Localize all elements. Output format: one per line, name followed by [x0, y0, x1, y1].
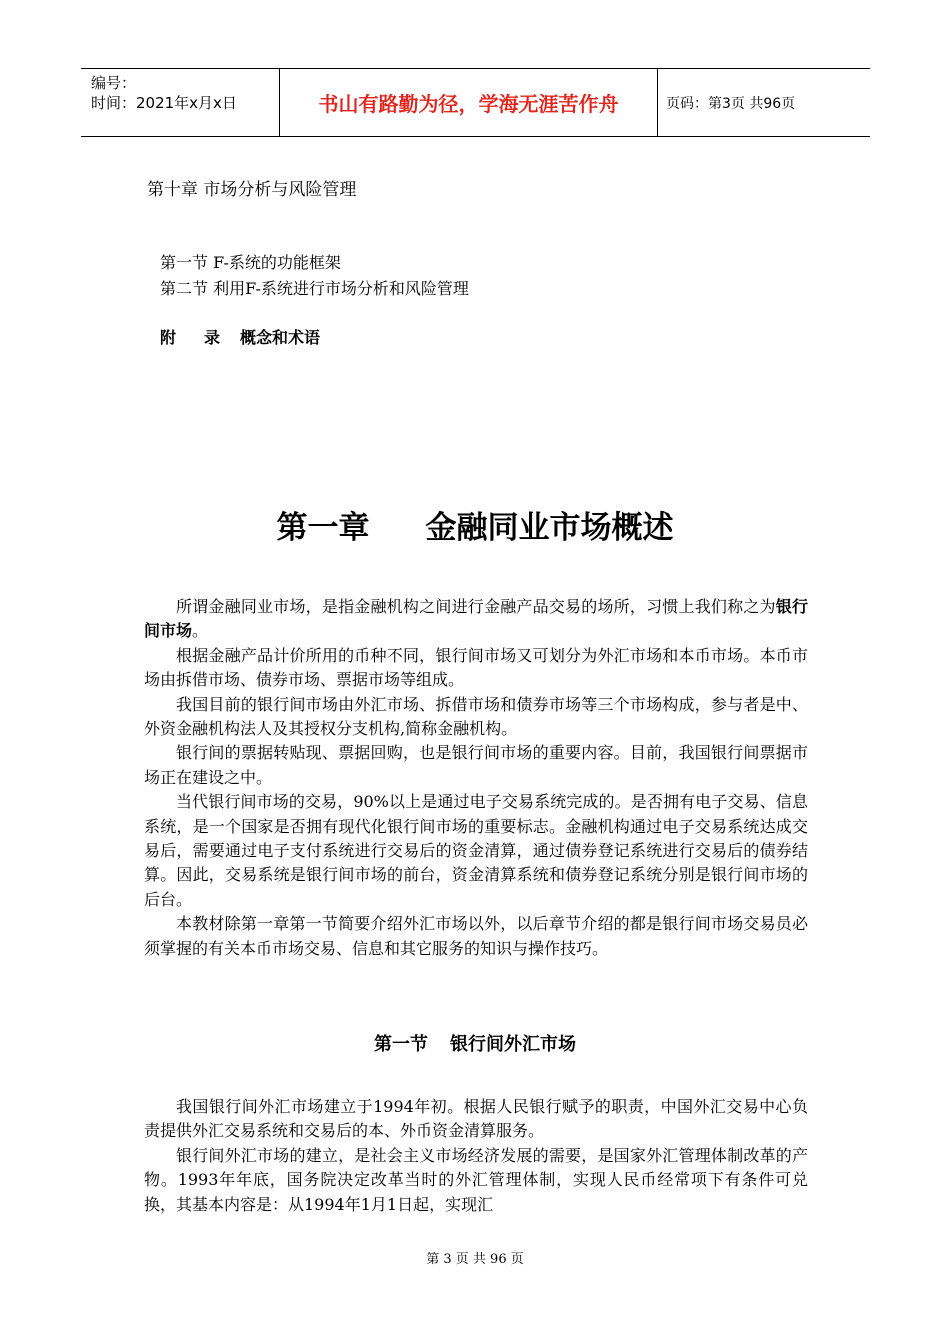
appendix-label-2: 录 [204, 328, 221, 347]
header-motto: 书山有路勤为径，学海无涯苦作舟 [280, 69, 658, 136]
header-meta-cell [81, 69, 280, 136]
section-title [0, 1030, 950, 1056]
document-number-label: 编号： [91, 74, 137, 92]
section-body [144, 1095, 808, 1217]
toc-chapter-10: 第十章 市场分析与风险管理 [147, 180, 357, 200]
paragraph: 我国银行间外汇市场建立于1994年初。根据人民银行赋予的职责，中国外汇交易中心负责提供外汇交易系统和交易后的本、外币资金清算服务。 [144, 1097, 808, 1141]
appendix-title: 概念和术语 [240, 328, 321, 347]
header-table [81, 68, 870, 137]
appendix-label-1: 附 [160, 328, 177, 347]
toc-appendix [160, 325, 320, 348]
paragraph: 根据金融产品计价所用的币种不同，银行间市场又可划分为外汇市场和本币市场。本币市场由拆借市场、债券市场、票据市场等组成。 [144, 645, 808, 690]
paragraph: 银行间的票据转贴现、票据回购，也是银行间市场的重要内容。目前，我国银行间票据市场正在建设之中。 [144, 743, 808, 787]
page-footer: 第 3 页 共 96 页 [426, 1252, 524, 1267]
toc-section-2: 第二节 利用F-系统进行市场分析和风险管理 [160, 279, 469, 298]
bold-term: 银行间市场 [144, 597, 808, 641]
paragraph: 本教材除第一章第一节简要介绍外汇市场以外，以后章节介绍的都是银行间市场交易员必须掌握的有关本币市场交易、信息和其它服务的知识与操作技巧。 [144, 914, 808, 958]
chapter-number: 第一章 [276, 510, 370, 546]
section-name: 银行间外汇市场 [450, 1034, 576, 1055]
paragraph: 所谓金融同业市场，是指金融机构之间进行金融产品交易的场所，习惯上我们称之为银行间市场。 [144, 597, 808, 641]
header-page-info: 页码：第3页 共96页 [666, 95, 796, 112]
paragraph: 银行间外汇市场的建立，是社会主义市场经济发展的需要，是国家外汇管理体制改革的产物。1993年年底，国务院决定改革当时的外汇管理体制，实现人民币经常项下有条件可兑换，其基本内容是：从1994年1月1日起，实现汇 [144, 1145, 808, 1214]
chapter-name: 金融同业市场概述 [425, 510, 674, 546]
paragraph: 当代银行间市场的交易，90%以上是通过电子交易系统完成的。是否拥有电子交易、信息系统，是一个国家是否拥有现代化银行间市场的重要标志。金融机构通过电子交易系统达成交易后，需要通过电子支付系统进行交易后的资金清算，通过债券登记系统进行交易后的债券结算。因此，交易系统是银行间市场的前台，资金清算系统和债券登记系统分别是银行间市场的后台。 [144, 792, 808, 909]
chapter-title [0, 502, 950, 547]
document-time-label: 时间：2021年x月x日 [91, 94, 237, 112]
chapter-intro-body [144, 595, 808, 961]
section-number: 第一节 [374, 1034, 428, 1055]
paragraph: 我国目前的银行间市场由外汇市场、拆借市场和债券市场等三个市场构成，参与者是中、外资金融机构法人及其授权分支机构,简称金融机构。 [144, 694, 808, 739]
toc-section-1: 第一节 F-系统的功能框架 [160, 253, 341, 272]
